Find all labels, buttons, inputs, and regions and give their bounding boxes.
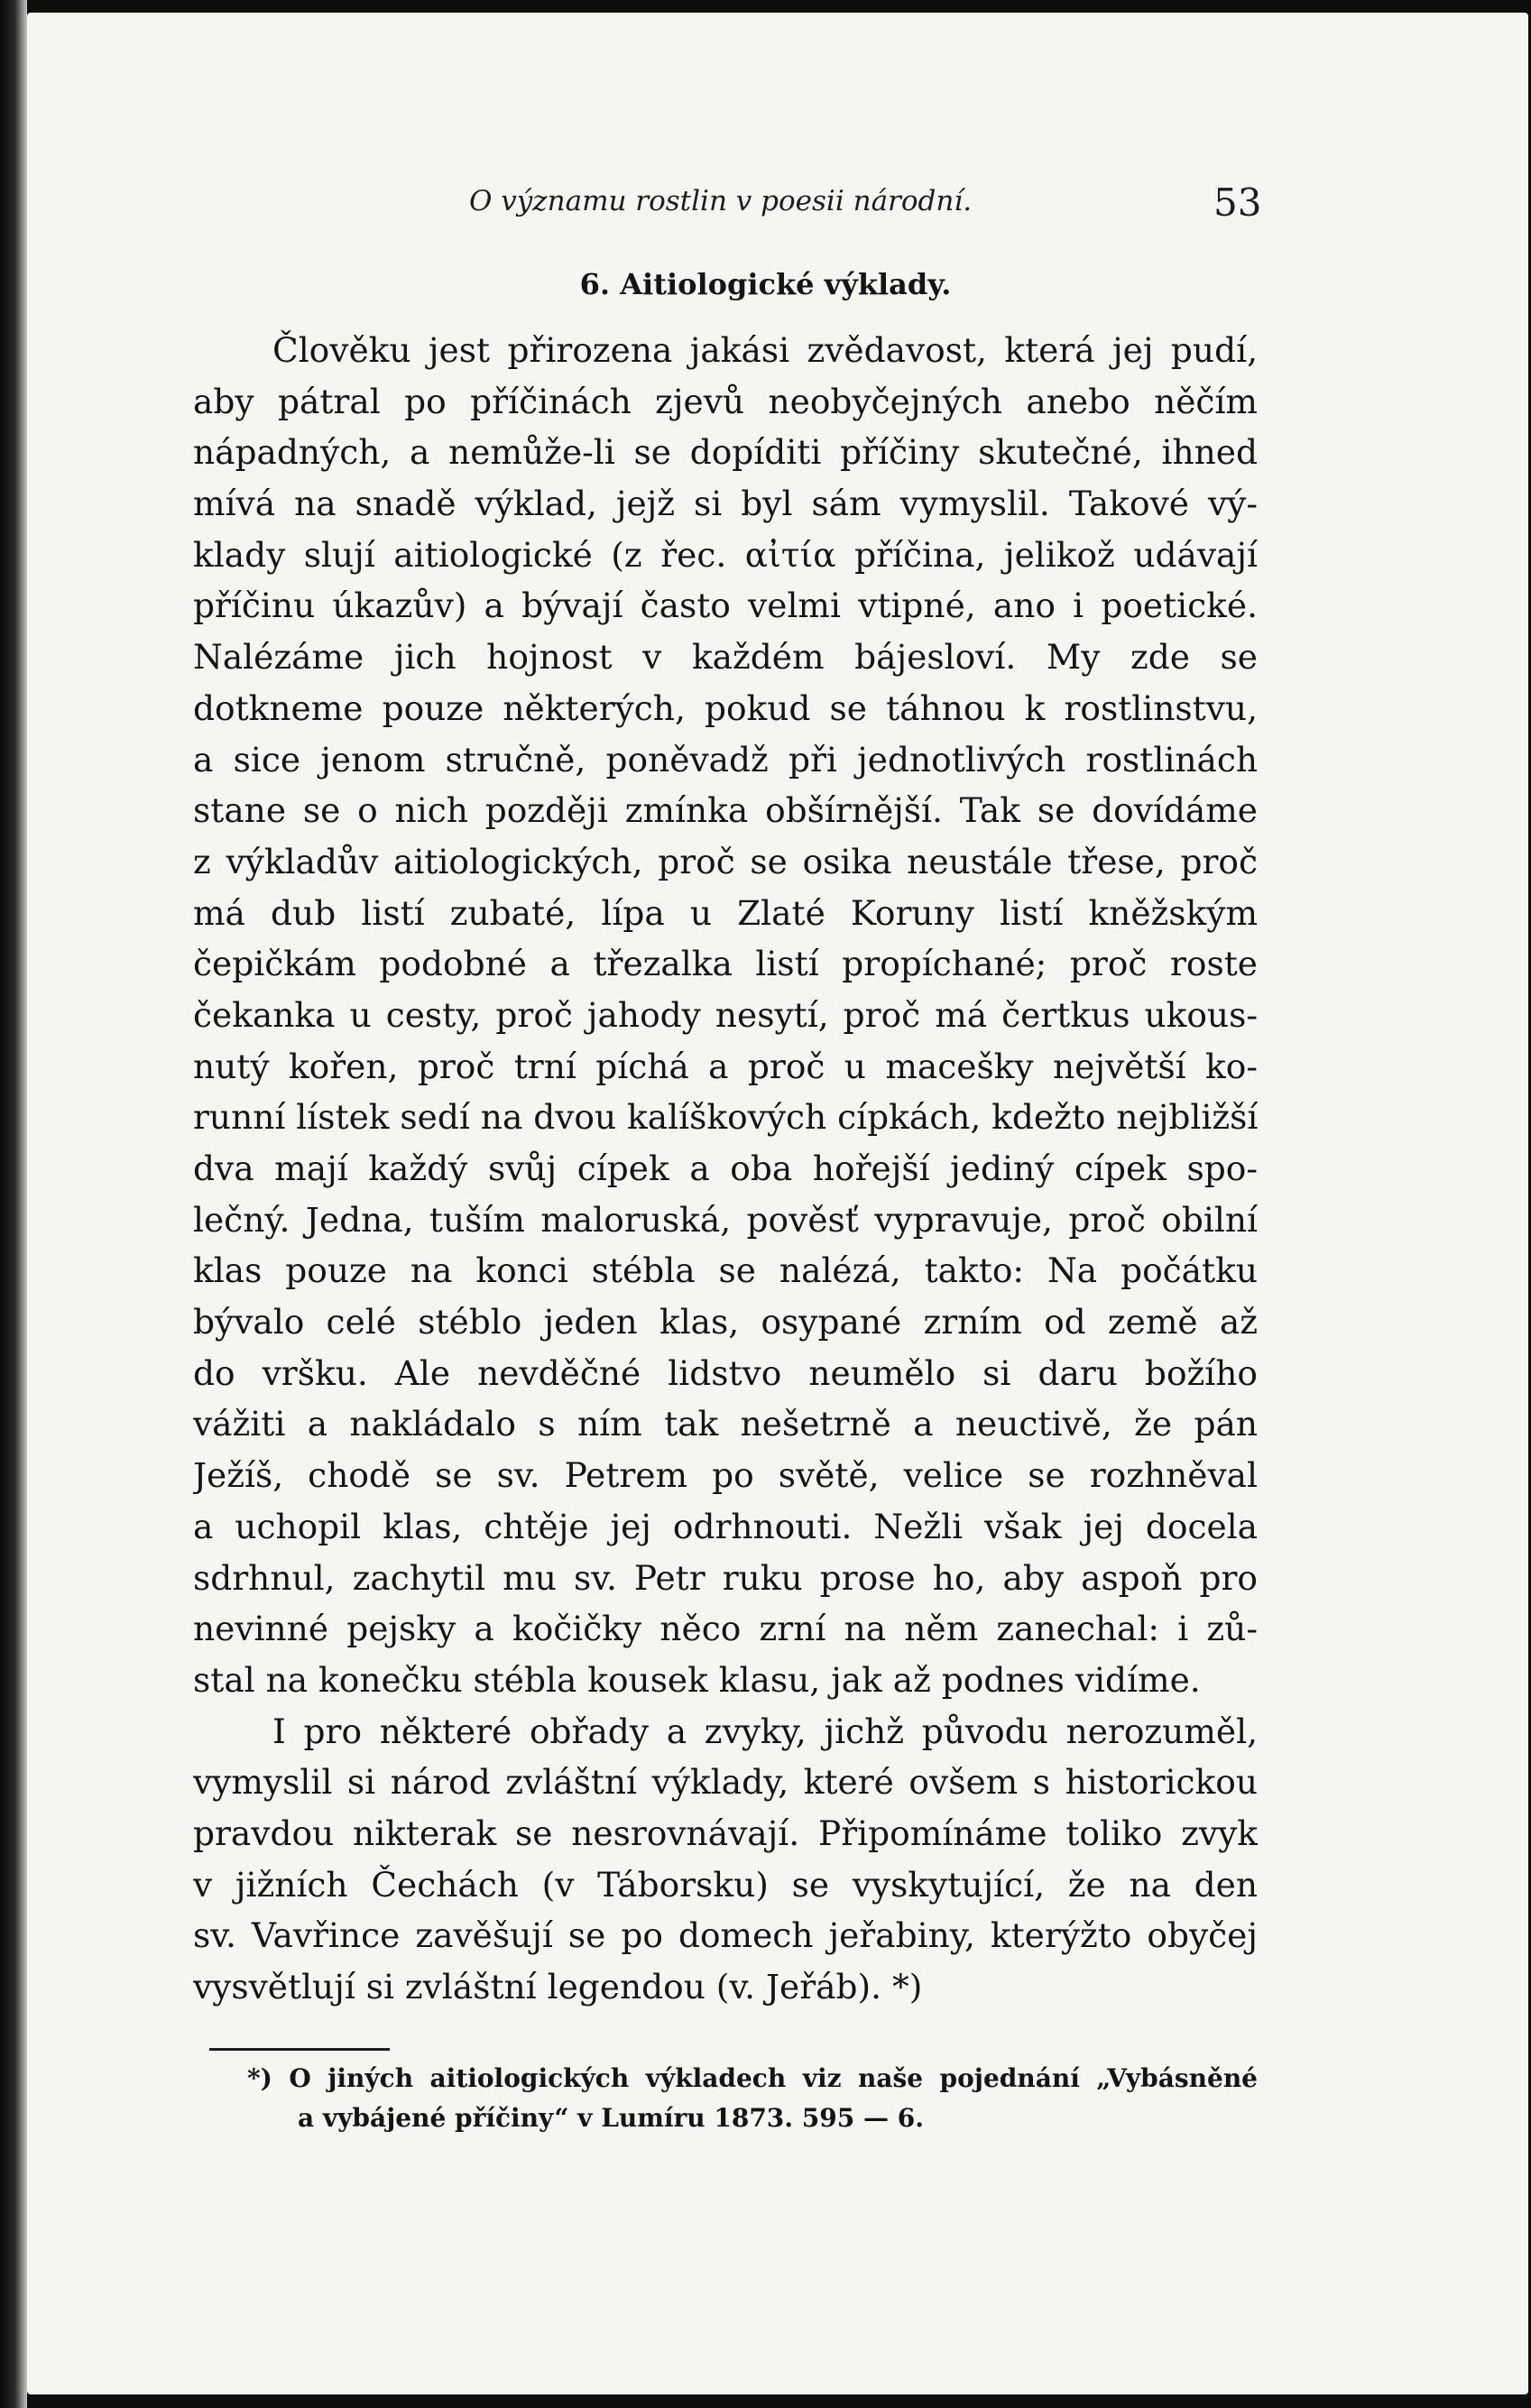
text-line: čepičkám podobné a třezalka listí propíchané; proč roste: [193, 944, 1258, 984]
page-number: 53: [1213, 180, 1262, 225]
text-line: runní lístek sedí na dvou kalíškových cípkách, kdežto nejbližší: [193, 1097, 1258, 1138]
text-line: stane se o nich později zmínka obšírnější. Tak se dovídáme: [193, 790, 1258, 831]
footnote-divider: [209, 2048, 390, 2051]
text-line: vážiti a nakládalo s ním tak nešetrně a neuctivě, že pán: [193, 1404, 1258, 1444]
text-line: má dub listí zubaté, lípa u Zlaté Koruny listí kněžským: [193, 892, 1258, 933]
text-line: klady slují aitiologické (z řec. αἰτία příčina, jelikož udávají: [193, 534, 1258, 575]
text-line: a sice jenom stručně, poněvadž při jednotlivých rostlinách: [193, 739, 1258, 780]
text-line: v jižních Čechách (v Táborsku) se vyskytující, že na den: [193, 1864, 1258, 1905]
body-text: [193, 325, 1258, 2013]
footnotes: [193, 2059, 1258, 2138]
running-title: O významu rostlin v poesii národní.: [469, 185, 973, 217]
text-line: sdrhnul, zachytil mu sv. Petr ruku prose ho, aby aspoň pro: [193, 1557, 1258, 1598]
text-line: Člověku jest přirozena jakási zvědavost, která jej pudí,: [272, 330, 1258, 370]
text-line: aby pátral po příčinách zjevů neobyčejných anebo něčím: [193, 381, 1258, 421]
text-line: příčinu úkazův) a bývají často velmi vtipné, ano i poetické.: [193, 586, 1258, 626]
text-line: klas pouze na konci stébla se nalézá, takto: Na počátku: [193, 1250, 1258, 1291]
text-line: pravdou nikterak se nesrovnávají. Připomínáme toliko zvyk: [193, 1813, 1258, 1853]
text-line: Ježíš, chodě se sv. Petrem po světě, velice se rozhněval: [193, 1455, 1258, 1496]
text-line: lečný. Jedna, tuším maloruská, pověsť vypravuje, proč obilní: [193, 1199, 1258, 1240]
text-line: vymyslil si národ zvláštní výklady, které ovšem s historickou: [193, 1762, 1258, 1803]
text-line: nutý kořen, proč trní píchá a proč u macešky největší ko-: [193, 1046, 1258, 1086]
text-line: nápadných, a nemůže-li se dopíditi příčiny skutečné, ihned: [193, 432, 1258, 473]
text-line: dotkneme pouze některých, pokud se táhnou k rostlinstvu,: [193, 687, 1258, 728]
footnote-line: *) O jiných aitiologických výkladech viz naše pojednání „Vybásněné: [247, 2063, 1258, 2093]
text-line: do vršku. Ale nevděčné lidstvo neumělo si daru božího: [193, 1352, 1258, 1393]
text-line: stal na konečku stébla kousek klasu, jak až podnes vidíme.: [193, 1659, 1201, 1700]
book-spine-shadow: [0, 0, 27, 2408]
text-line: nevinné pejsky a kočičky něco zrní na něm zanechal: i zů-: [193, 1609, 1258, 1649]
text-line: I pro některé obřady a zvyky, jichž původu nerozuměl,: [272, 1711, 1258, 1751]
text-line: a uchopil klas, chtěje jej odrhnouti. Nežli však jej docela: [193, 1506, 1258, 1546]
text-line: dva mají každý svůj cípek a oba hořejší jediný cípek spo-: [193, 1149, 1258, 1188]
text-line: mívá na snadě výklad, jejž si byl sám vymyslil. Takové vý-: [193, 484, 1258, 524]
text-line: sv. Vavřince zavěšují se po domech jeřabiny, kterýžto obyčej: [193, 1915, 1258, 1956]
text-line: vysvětlují si zvláštní legendou (v. Jeřáb). *): [193, 1967, 923, 2007]
text-line: Nalézáme jich hojnost v každém bájesloví. My zde se: [193, 637, 1258, 678]
section-heading: 6. Aitiologické výklady.: [579, 267, 952, 301]
text-line: čekanka u cesty, proč jahody nesytí, proč má čertkus ukous-: [193, 994, 1258, 1035]
text-line: z výkladův aitiologických, proč se osika neustále třese, proč: [193, 841, 1258, 881]
footnote-line: a vybájené příčiny“ v Lumíru 1873. 595 — 6.: [298, 2103, 924, 2133]
text-line: bývalo celé stéblo jeden klas, osypané zrním od země až: [193, 1302, 1258, 1342]
